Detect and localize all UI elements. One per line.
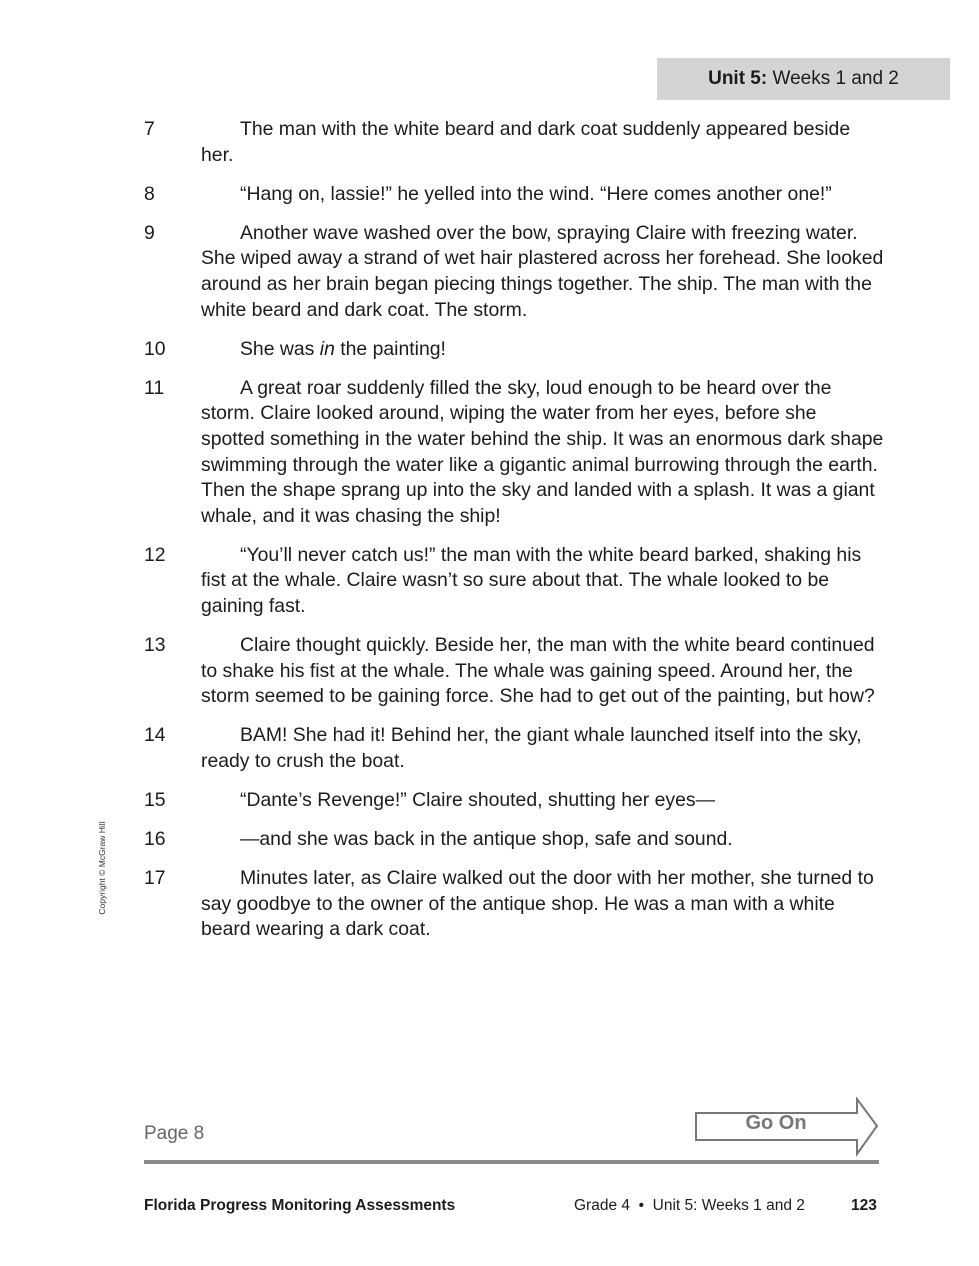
paragraph-15: [144, 788, 884, 814]
paragraph-number: 8: [144, 182, 155, 205]
paragraph-7: [144, 117, 884, 168]
page-number-label: Page 8: [144, 1123, 205, 1144]
paragraph-17: [144, 866, 884, 943]
go-on-label: Go On: [745, 1112, 807, 1134]
paragraph-number: 10: [144, 337, 166, 360]
paragraph-text: Minutes later, as Claire walked out the door with her mother, she turned to say goodbye to the owner of the antique shop. He was a man with a white beard wearing a dark coat.: [201, 867, 874, 941]
paragraph-text: “You’ll never catch us!” the man with the white beard barked, shaking his fist at the whale. Claire wasn’t so sure about that. The whale looked to be gaining fast.: [201, 543, 862, 617]
paragraph-10: [144, 337, 884, 363]
paragraph-text: “Dante’s Revenge!” Claire shouted, shutting her eyes—: [240, 789, 715, 812]
paragraph-number: 11: [144, 376, 165, 399]
paragraph-number: 13: [144, 634, 166, 657]
paragraph-12: [144, 543, 884, 620]
paragraph-text: Another wave washed over the bow, spraying Claire with freezing water. She wiped away a strand of wet hair plastered across her forehead. She looked around as her brain began piecing things together. The ship. The man with the white beard and dark coat. The storm.: [201, 221, 884, 321]
paragraph-number: 17: [144, 867, 166, 890]
copyright-notice: Copyright © McGraw Hill: [97, 821, 107, 915]
passage: [144, 117, 884, 957]
footer-page-number: 123: [851, 1197, 877, 1214]
footer-title: Florida Progress Monitoring Assessments: [144, 1197, 456, 1214]
paragraph-text: “Hang on, lassie!” he yelled into the wind. “Here comes another one!”: [240, 182, 832, 205]
paragraph-text: —and she was back in the antique shop, safe and sound.: [240, 828, 733, 851]
paragraph-number: 12: [144, 543, 166, 566]
paragraph-text: BAM! She had it! Behind her, the giant whale launched itself into the sky, ready to crush the boat.: [201, 724, 862, 772]
unit-label: Unit 5:: [708, 68, 768, 89]
paragraph-8: [144, 182, 884, 208]
go-on-arrow[interactable]: [695, 1097, 880, 1157]
paragraph-14: [144, 723, 884, 774]
paragraph-number: 15: [144, 789, 166, 812]
paragraph-11: [144, 376, 884, 530]
paragraph-text: [201, 337, 884, 363]
paragraph-text: Claire thought quickly. Beside her, the man with the white beard continued to shake his fist at the whale. The whale was gaining speed. Around her, the storm seemed to be gaining force. She had to get out of the painting, but how?: [201, 634, 875, 708]
text-before: She was: [240, 337, 320, 360]
paragraph-text: A great roar suddenly filled the sky, loud enough to be heard over the storm. Claire looked around, wiping the water from her eyes, before she spotted something in the water behind the ship. It was an enormous dark shape swimming through the water like a gigantic animal burrowing through the earth. Then the shape sprang up into the sky and landed with a splash. It was a giant whale, and it was chasing the ship!: [201, 376, 884, 527]
text-after: the painting!: [334, 337, 446, 360]
unit-tab: [657, 58, 950, 100]
paragraph-9: [144, 221, 884, 323]
paragraph-16: [144, 827, 884, 853]
footer-grade-unit: Grade 4 • Unit 5: Weeks 1 and 2: [574, 1197, 805, 1214]
paragraph-13: [144, 633, 884, 710]
paragraph-number: 9: [144, 221, 155, 244]
paragraph-text: The man with the white beard and dark coat suddenly appeared beside her.: [201, 118, 851, 166]
emphasis-text: in: [319, 337, 335, 360]
paragraph-number: 14: [144, 724, 166, 747]
footer-rule: [144, 1160, 879, 1164]
paragraph-number: 16: [144, 828, 166, 851]
unit-weeks: Weeks 1 and 2: [772, 68, 899, 89]
paragraph-number: 7: [144, 118, 155, 140]
